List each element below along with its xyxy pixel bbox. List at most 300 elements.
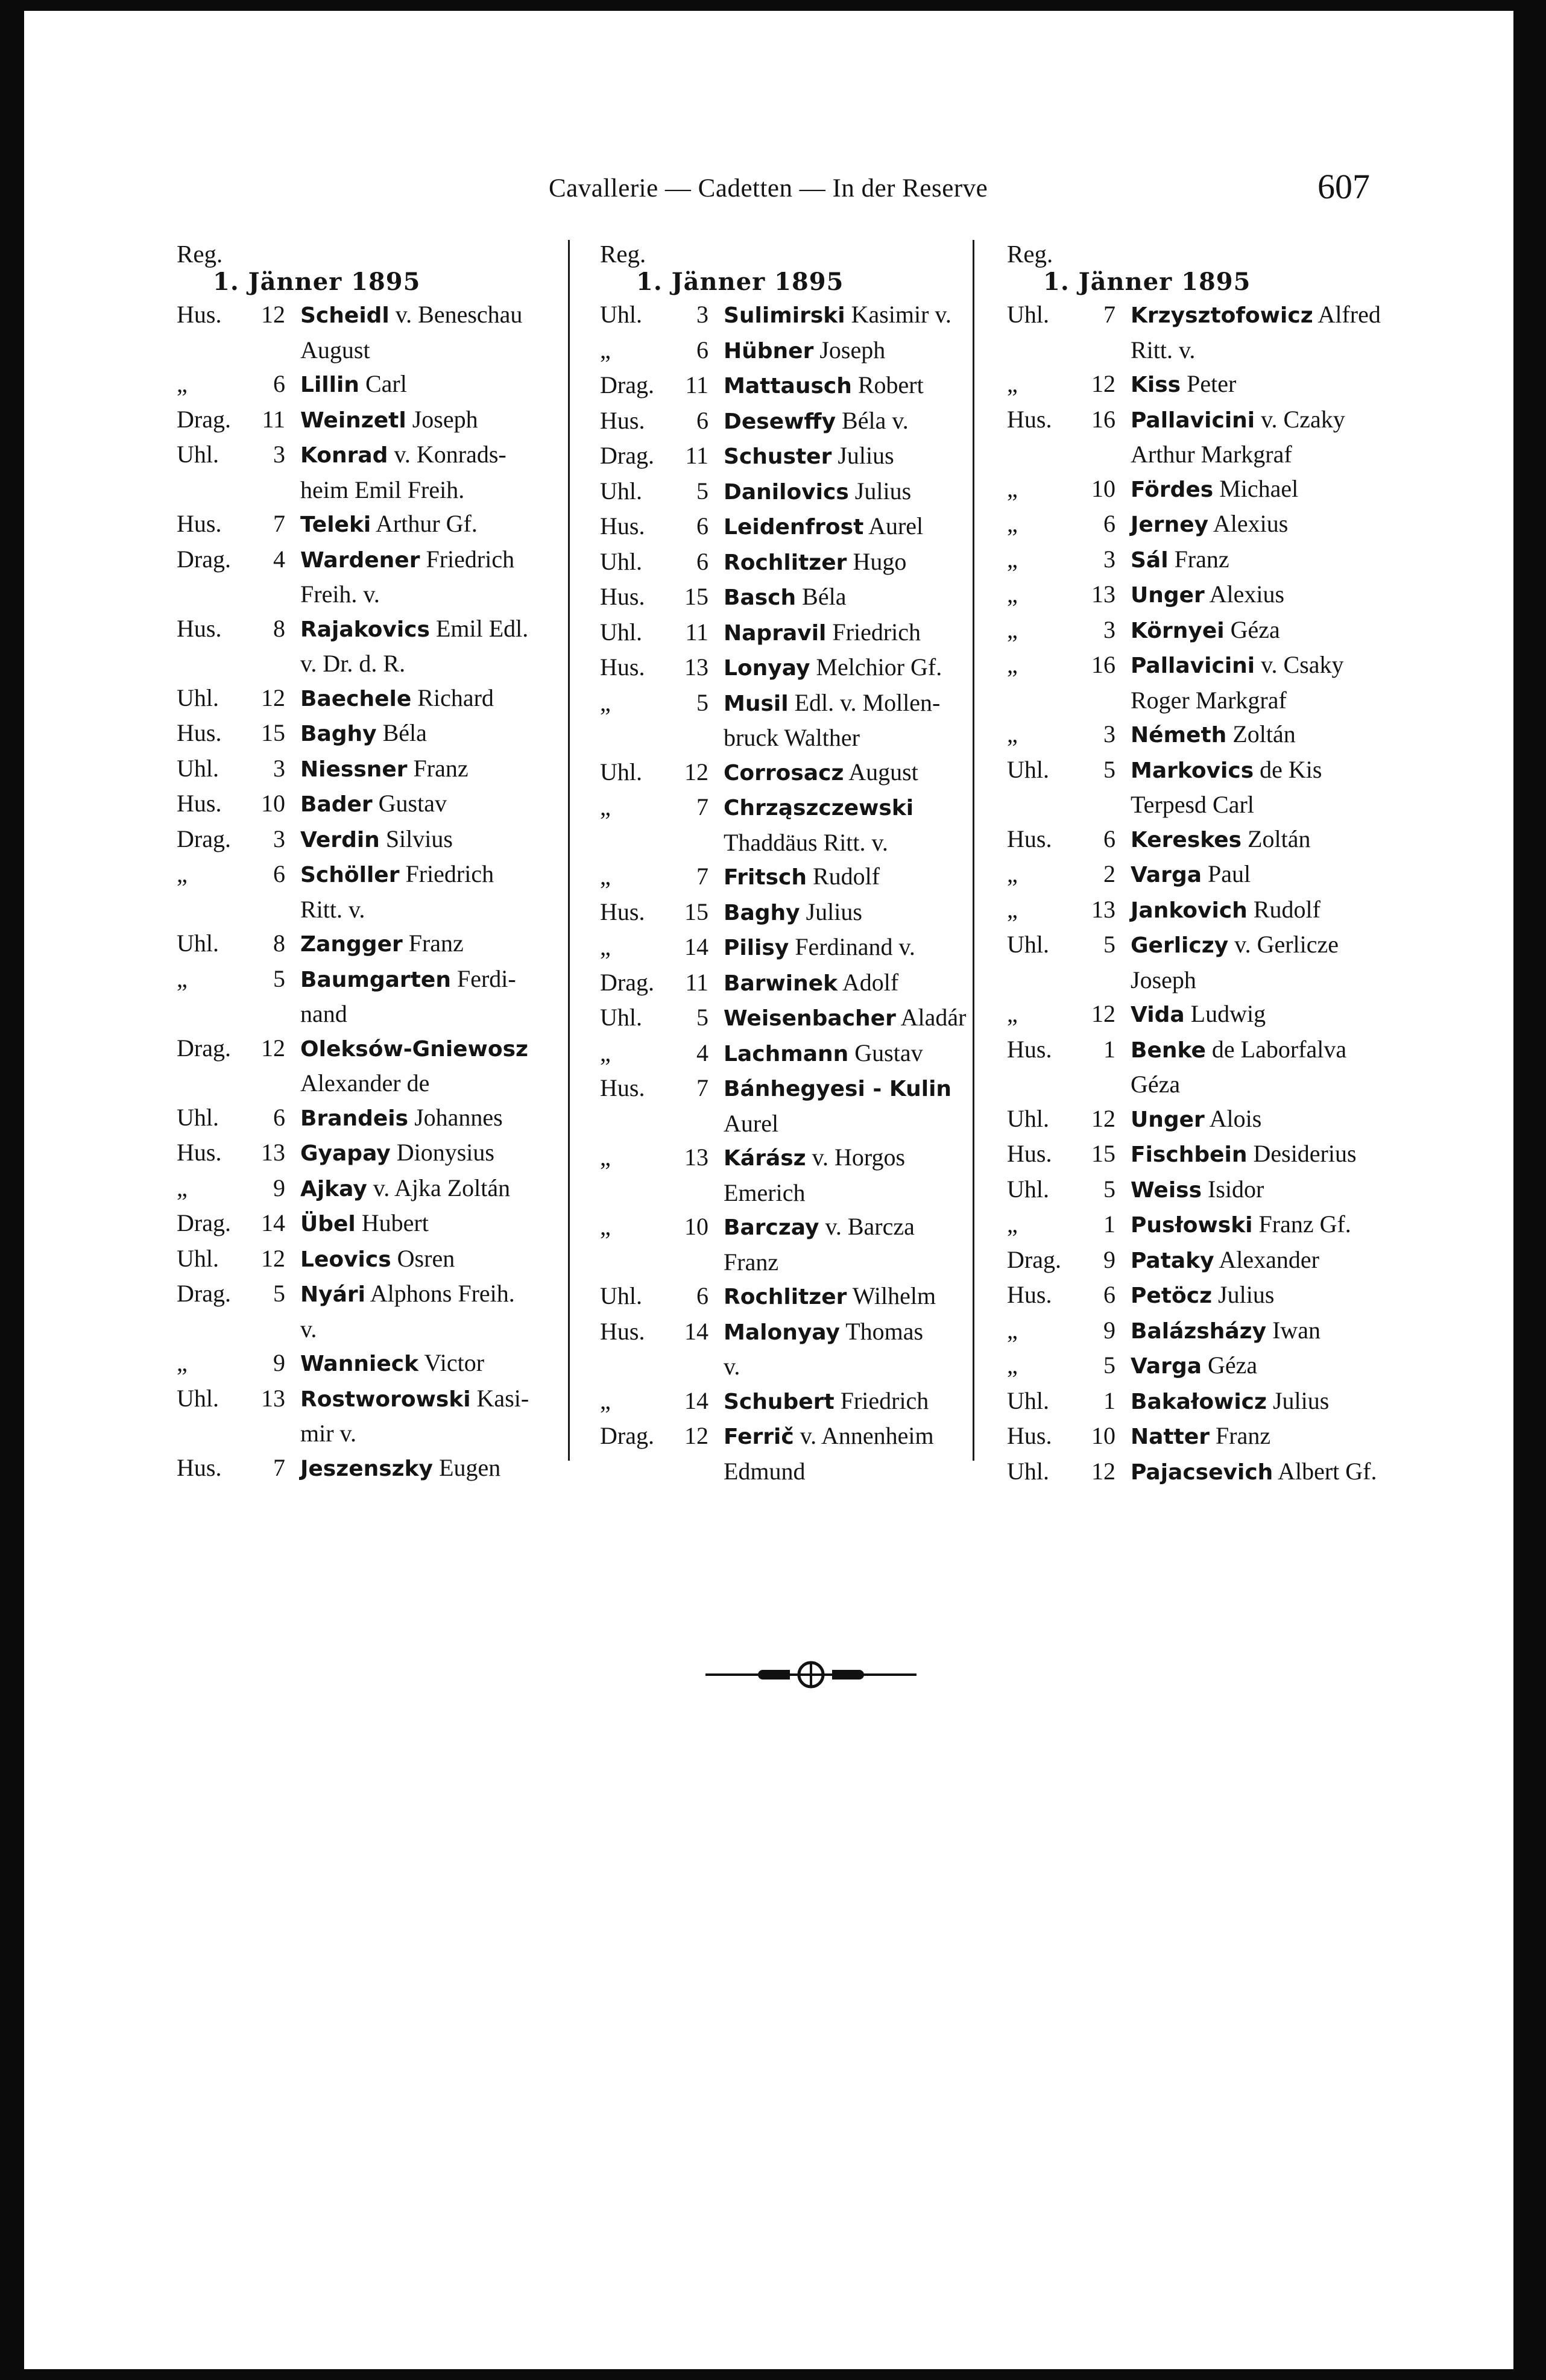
surname: Krzysztofowicz [1131, 303, 1313, 328]
regiment-number: 8 [273, 930, 285, 957]
given-names: Alphons Freih. [365, 1280, 515, 1307]
surname: Kereskes [1131, 827, 1242, 852]
given-names: Michael [1213, 474, 1299, 502]
regiment-type: „ [1007, 1352, 1018, 1379]
cadet-name [1131, 720, 1296, 748]
given-names: Edl. v. Mollen- [788, 688, 941, 716]
regiment-number: 13 [1091, 895, 1115, 923]
register-entry [177, 1206, 585, 1242]
regiment-type: „ [600, 863, 611, 890]
regiment-type: Uhl. [177, 684, 219, 711]
regiment-type: Hus. [177, 301, 222, 328]
register-entry [600, 1141, 995, 1210]
surname: Bánhegyesi - Kulin [724, 1077, 952, 1101]
name-continuation: Emerich [724, 1179, 806, 1206]
cadet-name [724, 548, 906, 575]
register-entry [600, 790, 995, 860]
register-entry [177, 367, 585, 403]
date-heading: 1. Jänner 1895 [636, 268, 844, 296]
register-entry [600, 1210, 995, 1279]
regiment-type: Hus. [177, 510, 222, 537]
register-entry [177, 681, 585, 717]
given-names: Joseph [406, 405, 478, 433]
regiment-number: 16 [1091, 651, 1115, 678]
cadet-name [300, 965, 585, 1031]
regiment-number: 12 [1091, 370, 1115, 397]
given-names: Victor [418, 1349, 485, 1376]
cadet-name [1131, 1246, 1319, 1273]
regiment-type: Hus. [600, 653, 645, 681]
regiment-type: „ [1007, 510, 1018, 537]
cadet-name [300, 615, 585, 681]
surname: Vida [1131, 1003, 1185, 1027]
surname: Leovics [300, 1247, 391, 1272]
regiment-number: 12 [261, 684, 285, 711]
cadet-name [724, 969, 898, 996]
cadet-name [1131, 1000, 1266, 1027]
cadet-name [724, 793, 995, 860]
regiment-type: „ [600, 1387, 611, 1414]
cadet-name [1131, 1140, 1357, 1167]
regiment-number: 12 [1091, 1457, 1115, 1485]
register-entry [177, 543, 585, 612]
regiment-type: Drag. [1007, 1245, 1061, 1273]
regiment-number: 10 [1091, 1422, 1115, 1449]
cadet-name [1131, 546, 1229, 573]
register-entry [600, 404, 995, 439]
register-entry [600, 1279, 995, 1315]
regiment-number: 13 [684, 1144, 708, 1171]
regiment-type: „ [177, 1174, 188, 1201]
cadet-name [724, 863, 880, 890]
cadet-name [724, 619, 921, 646]
name-continuation: Terpesd Carl [1131, 791, 1254, 818]
given-names: Wilhelm [847, 1282, 936, 1309]
register-entry [177, 857, 585, 927]
cadet-name [1131, 1105, 1261, 1132]
reg-column-label: Reg. [177, 240, 223, 268]
regiment-type: „ [600, 933, 611, 960]
regiment-type: „ [1007, 1316, 1018, 1344]
cadet-name [1131, 931, 1405, 997]
regiment-number: 11 [685, 371, 708, 398]
cadet-name [724, 336, 885, 364]
given-names: Rudolf [1247, 895, 1320, 923]
surname: Környei [1131, 618, 1225, 643]
surname: Baumgarten [300, 967, 451, 992]
register-entry [600, 615, 995, 651]
surname: Napravil [724, 620, 827, 646]
surname: Rajakovics [300, 617, 430, 642]
register-entry [600, 930, 995, 966]
surname: Sál [1131, 547, 1169, 573]
surname: Hübner [724, 338, 814, 364]
register-entry [177, 1451, 585, 1487]
document-page [24, 11, 1513, 2369]
surname: Sulimirski [724, 303, 845, 328]
regiment-type: Hus. [600, 406, 645, 434]
regiment-number: 5 [273, 965, 285, 992]
regiment-number: 15 [261, 719, 285, 746]
regiment-type: „ [600, 1144, 611, 1171]
surname: Kárász [724, 1146, 806, 1171]
given-names: v. Barcza [819, 1213, 915, 1240]
cadet-name [300, 1280, 585, 1346]
given-names: Emil Edl. [429, 614, 529, 642]
register-entry [1007, 1137, 1405, 1173]
cadet-name [724, 898, 862, 925]
register-entry [1007, 648, 1405, 717]
register-entry [600, 298, 995, 333]
cadet-name [724, 371, 924, 398]
regiment-type: Uhl. [177, 930, 219, 957]
cadet-name [724, 442, 894, 469]
regiment-number: 11 [685, 618, 708, 646]
given-names: v. Horgos [806, 1144, 906, 1171]
surname: Weiss [1131, 1177, 1202, 1203]
regiment-number: 2 [1103, 860, 1115, 887]
regiment-type: „ [177, 965, 188, 992]
regiment-number: 10 [684, 1213, 708, 1240]
surname: Unger [1131, 1107, 1205, 1132]
given-names: Béla [796, 583, 847, 610]
register-entry [600, 368, 995, 404]
register-entry [177, 612, 585, 681]
cadet-name [1131, 1387, 1329, 1414]
ornament-divider-icon [705, 1654, 917, 1696]
regiment-type: Uhl. [177, 1384, 219, 1412]
regiment-type: Uhl. [177, 754, 219, 782]
given-names: Albert Gf. [1273, 1457, 1377, 1485]
regiment-type: Drag. [600, 1422, 654, 1449]
regiment-number: 15 [1091, 1140, 1115, 1167]
cadet-name [300, 1349, 484, 1376]
surname: Baechele [300, 686, 412, 711]
cadet-name [724, 1387, 929, 1414]
surname: Fördes [1131, 477, 1214, 502]
surname: Jerney [1131, 512, 1209, 537]
register-entry [600, 333, 995, 369]
given-names: Gustav [848, 1039, 923, 1066]
surname: Übel [300, 1212, 356, 1236]
regiment-type: „ [1007, 1210, 1018, 1238]
cadet-name [1131, 616, 1280, 643]
regiment-number: 5 [696, 1004, 708, 1031]
regiment-number: 3 [273, 825, 285, 852]
given-names: Friedrich [399, 860, 494, 887]
given-names: Johannes [408, 1103, 503, 1131]
regiment-type: Uhl. [1007, 1104, 1049, 1132]
given-names: Franz [407, 754, 469, 782]
given-names: v. Ajka Zoltán [367, 1174, 511, 1201]
register-entry [600, 895, 995, 931]
regiment-number: 14 [684, 1317, 708, 1345]
surname: Bakałowicz [1131, 1389, 1267, 1414]
given-names: Gustav [372, 790, 447, 817]
surname: Baghy [300, 722, 377, 746]
cadet-name [1131, 1422, 1270, 1449]
regiment-number: 3 [696, 301, 708, 328]
cadet-name [300, 860, 585, 927]
surname: Verdin [300, 827, 380, 852]
name-continuation: Aurel [724, 1109, 779, 1137]
given-names: Zoltán [1226, 720, 1296, 748]
regiment-number: 6 [696, 406, 708, 434]
register-entry [1007, 543, 1405, 578]
cadet-name [724, 1422, 995, 1488]
regiment-type: Uhl. [600, 1004, 642, 1031]
cadet-name [300, 1209, 429, 1236]
register-entry [1007, 578, 1405, 613]
regiment-number: 7 [1103, 301, 1115, 328]
register-entry [1007, 717, 1405, 753]
register-entry [1007, 1173, 1405, 1208]
regiment-type: „ [600, 793, 611, 820]
given-names: Julius [1266, 1387, 1330, 1414]
surname: Leidenfrost [724, 515, 864, 540]
regiment-number: 16 [1091, 405, 1115, 433]
register-entry [600, 1001, 995, 1036]
regiment-type: Hus. [177, 790, 222, 817]
given-names: Robert [851, 371, 924, 398]
regiment-type: „ [1007, 651, 1018, 678]
regiment-number: 7 [696, 863, 708, 890]
reg-column-label: Reg. [600, 240, 646, 268]
regiment-number: 3 [273, 441, 285, 468]
surname: Basch [724, 585, 797, 610]
given-names: Julius [800, 898, 862, 925]
given-names: de Laborfalva [1205, 1035, 1347, 1063]
cadet-name [1131, 1036, 1405, 1102]
regiment-number: 13 [261, 1139, 285, 1166]
regiment-type: „ [600, 1039, 611, 1066]
regiment-type: „ [1007, 370, 1018, 397]
regiment-type: „ [1007, 615, 1018, 643]
regiment-type: „ [600, 336, 611, 364]
given-names: Zoltán [1242, 825, 1311, 852]
entry-list [600, 298, 995, 1488]
cadet-name [300, 755, 469, 782]
given-names: Rudolf [807, 863, 880, 890]
regiment-number: 12 [261, 301, 285, 328]
surname: Fischbein [1131, 1142, 1248, 1167]
regiment-type: „ [1007, 1000, 1018, 1027]
cadet-name [300, 1245, 455, 1272]
regiment-number: 9 [1103, 1245, 1115, 1273]
register-entry [600, 966, 995, 1001]
surname: Chrząszczewski [724, 796, 914, 820]
given-names: Julius [848, 477, 912, 505]
surname: Niessner [300, 757, 408, 782]
entry-list [177, 298, 585, 1486]
cadet-name [300, 1454, 500, 1481]
register-entry [1007, 997, 1405, 1033]
surname: Brandeis [300, 1106, 409, 1131]
surname: Mattausch [724, 374, 852, 398]
cadet-name [1131, 860, 1251, 887]
cadet-name [300, 790, 447, 817]
given-names: Aurel [863, 512, 924, 540]
surname: Natter [1131, 1425, 1210, 1449]
regiment-type: Hus. [1007, 1281, 1052, 1308]
regiment-number: 9 [1103, 1316, 1115, 1344]
name-continuation: Roger Markgraf [1131, 686, 1287, 714]
surname: Pataky [1131, 1248, 1214, 1273]
name-continuation: Arthur Markgraf [1131, 441, 1292, 468]
register-entry [177, 752, 585, 787]
regiment-type: „ [1007, 474, 1018, 502]
given-names: v. Annenheim [794, 1422, 934, 1449]
regiment-type: Uhl. [600, 1282, 642, 1309]
register-entry [177, 1171, 585, 1207]
given-names: August [844, 758, 918, 785]
surname: Schuster [724, 444, 832, 469]
regiment-number: 14 [261, 1209, 285, 1236]
regiment-type: Uhl. [600, 618, 642, 646]
regiment-number: 6 [696, 547, 708, 575]
regiment-number: 13 [261, 1384, 285, 1412]
given-names: Friedrich [420, 545, 515, 573]
register-entry [600, 650, 995, 686]
regiment-number: 12 [1091, 1000, 1115, 1027]
regiment-number: 10 [1091, 474, 1115, 502]
cadet-name [724, 689, 995, 755]
regiment-number: 11 [685, 442, 708, 469]
regiment-number: 5 [1103, 1352, 1115, 1379]
regiment-type: Drag. [177, 825, 231, 852]
surname: Rochlitzer [724, 550, 847, 575]
surname: Fritsch [724, 865, 807, 890]
name-continuation: v. [724, 1353, 740, 1380]
surname: Teleki [300, 512, 371, 537]
given-names: Alexius [1208, 510, 1289, 537]
name-continuation: Ritt. v. [300, 895, 365, 923]
regiment-number: 6 [1103, 825, 1115, 852]
regiment-type: Hus. [600, 898, 645, 925]
regiment-number: 6 [273, 370, 285, 397]
regiment-number: 12 [1091, 1104, 1115, 1132]
given-names: Aladár [895, 1004, 967, 1031]
surname: Rochlitzer [724, 1285, 847, 1309]
regiment-number: 10 [261, 790, 285, 817]
given-names: Géza [1202, 1352, 1258, 1379]
cadet-name [300, 510, 478, 537]
register-entry [600, 860, 995, 895]
regiment-number: 6 [696, 512, 708, 540]
regiment-type: Uhl. [600, 477, 642, 505]
register-entry [177, 1136, 585, 1171]
regiment-number: 6 [696, 1282, 708, 1309]
surname: Oleksów-Gniewosz [300, 1036, 528, 1062]
register-entry [1007, 857, 1405, 893]
given-names: Adolf [838, 968, 899, 996]
regiment-number: 5 [273, 1280, 285, 1307]
regiment-number: 7 [696, 1074, 708, 1101]
regiment-type: Hus. [1007, 1035, 1052, 1063]
regiment-number: 9 [273, 1349, 285, 1376]
regiment-number: 14 [684, 933, 708, 960]
surname: Balázsházy [1131, 1318, 1267, 1344]
given-names: Béla [376, 719, 427, 746]
cadet-name [724, 407, 909, 434]
given-names: Friedrich [834, 1387, 929, 1414]
name-continuation: Freih. v. [300, 581, 380, 608]
surname: Lonyay [724, 656, 810, 681]
surname: Petöcz [1131, 1283, 1213, 1308]
regiment-number: 13 [1091, 581, 1115, 608]
register-entry [177, 1346, 585, 1382]
register-entry [177, 927, 585, 962]
cadet-name [1131, 510, 1288, 537]
given-names: Eugen [433, 1453, 501, 1481]
surname: Lillin [300, 373, 359, 397]
register-entry [1007, 1384, 1405, 1420]
surname: Pajacsevich [1131, 1459, 1273, 1485]
register-entry [177, 1101, 585, 1136]
regiment-number: 12 [261, 1034, 285, 1062]
regiment-type: „ [1007, 545, 1018, 573]
regiment-number: 8 [273, 614, 285, 642]
regiment-type: Hus. [600, 1074, 645, 1101]
cadet-name [300, 370, 407, 397]
regiment-type: Drag. [600, 968, 654, 996]
given-names: Kasi- [470, 1384, 529, 1412]
given-names: v. Czaky [1255, 405, 1345, 433]
given-names: Desiderius [1247, 1140, 1357, 1167]
name-continuation: Joseph [1131, 966, 1196, 993]
regiment-number: 3 [273, 754, 285, 782]
column-3 [1007, 241, 1405, 1490]
given-names: Ferdinand v. [789, 933, 915, 960]
cadet-name [724, 1074, 995, 1141]
name-continuation: August [300, 336, 370, 364]
regiment-number: 15 [684, 898, 708, 925]
surname: Wannieck [300, 1352, 419, 1376]
cadet-name [300, 301, 585, 367]
regiment-type: Drag. [177, 545, 231, 573]
cadet-name [1131, 896, 1320, 923]
cadet-name [300, 930, 464, 957]
name-continuation: Edmund [724, 1457, 806, 1485]
given-names: Alexander [1214, 1245, 1319, 1273]
surname: Jankovich [1131, 898, 1248, 923]
regiment-number: 6 [1103, 510, 1115, 537]
name-continuation: Franz [724, 1248, 779, 1276]
given-names: Alfred [1313, 301, 1381, 328]
cadet-name [1131, 1352, 1257, 1379]
surname: Gyapay [300, 1141, 391, 1166]
surname: Bader [300, 792, 373, 817]
regiment-type: Hus. [177, 614, 222, 642]
cadet-name [300, 546, 585, 612]
given-names: Franz [1168, 545, 1229, 573]
name-continuation: v. Dr. d. R. [300, 650, 406, 677]
register-entry [600, 755, 995, 791]
regiment-number: 12 [261, 1244, 285, 1272]
given-names: Dionysius [390, 1139, 494, 1166]
surname: Rostworowski [300, 1387, 471, 1412]
register-entry [1007, 893, 1405, 928]
surname: Weisenbacher [724, 1006, 896, 1031]
regiment-type: Drag. [177, 405, 231, 433]
register-entry [1007, 1243, 1405, 1279]
cadet-name [1131, 1210, 1351, 1238]
regiment-type: Hus. [600, 1317, 645, 1345]
cadet-name [300, 1104, 503, 1131]
name-continuation: heim Emil Freih. [300, 476, 465, 503]
surname: Barczay [724, 1215, 819, 1240]
surname: Pusłowski [1131, 1213, 1253, 1238]
